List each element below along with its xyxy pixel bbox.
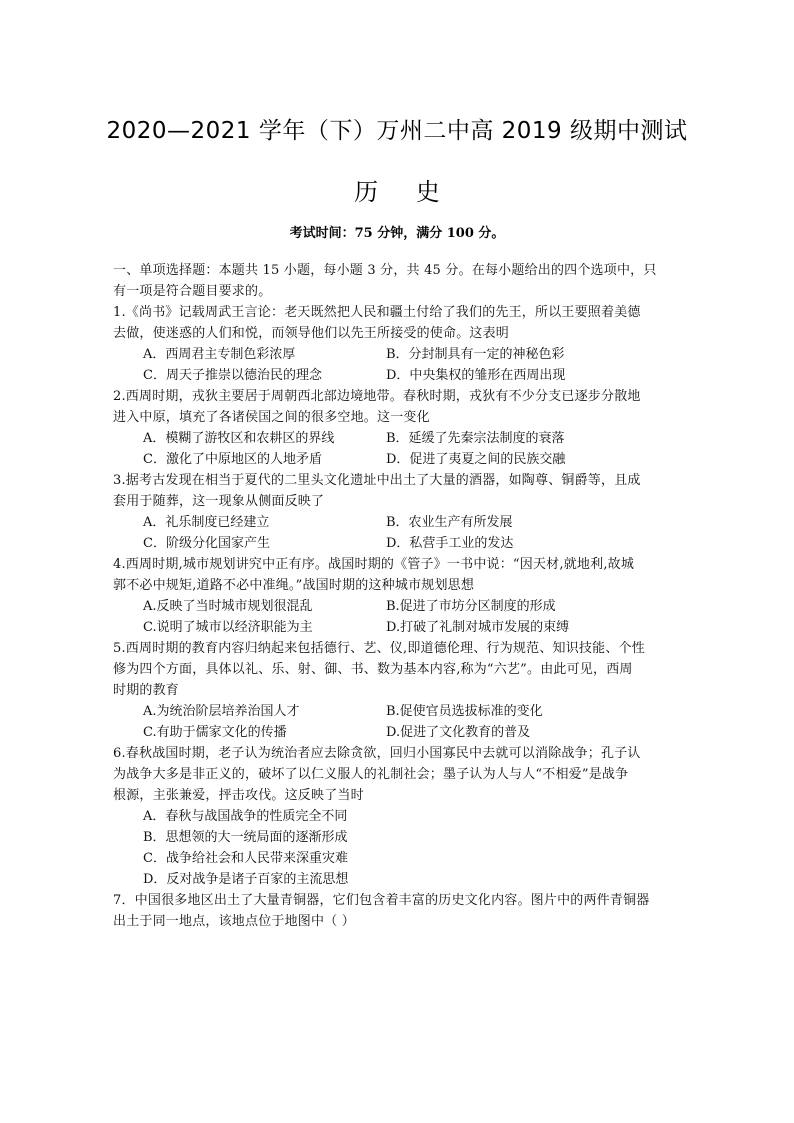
question-stem: 4.西周时期,城市规划讲究中正有序。战国时期的《管子》一书中说：“因天材,就地利,故城 <box>113 557 635 572</box>
option-c: C．阶级分化国家产生 <box>143 536 270 551</box>
option-a: A．西周君主专制色彩浓厚 <box>143 347 296 362</box>
options <box>113 344 688 386</box>
option-d: D.促进了文化教育的普及 <box>386 725 531 740</box>
question-1 <box>113 302 688 386</box>
option-a: A．模糊了游牧区和农耕区的界线 <box>143 431 335 446</box>
option-b: B.促使官员选拔标准的变化 <box>386 704 543 719</box>
exam-title: 2020—2021 学年（下）万州二中高 2019 级期中测试 <box>106 118 688 144</box>
question-4 <box>113 554 688 638</box>
options <box>113 701 688 743</box>
options <box>113 596 688 638</box>
question-2 <box>113 386 688 470</box>
option-b: B．延缓了先秦宗法制度的衰落 <box>386 431 565 446</box>
option-d: D.打破了礼制对城市发展的束缚 <box>386 620 570 635</box>
question-stem: 根源，主张兼爱，抨击攻伐。这反映了当时 <box>113 788 364 803</box>
question-stem: 去做，使迷惑的人们和悦，而领导他们以先王所接受的使命。这表明 <box>113 326 510 341</box>
options <box>113 806 688 890</box>
options <box>113 512 688 554</box>
options <box>113 428 688 470</box>
option-d: D．反对战争是诸子百家的主流思想 <box>143 872 349 887</box>
question-stem: 郭不必中规矩,道路不必中准绳。”战国时期的这种城市规划思想 <box>113 578 475 593</box>
option-b: B.促进了市坊分区制度的形成 <box>386 599 556 614</box>
question-stem: 1.《尚书》记载周武王言论：老天既然把人民和疆土付给了我们的先王，所以王要照着美德 <box>113 305 641 320</box>
option-c: C.有助于儒家文化的传播 <box>143 725 287 740</box>
question-stem: 5.西周时期的教育内容归纳起来包括德行、艺、仪,即道德伦理、行为规范、知识技能、个性 <box>113 641 645 656</box>
option-b: B．农业生产有所发展 <box>386 515 513 530</box>
question-stem: 出土于同一地点，该地点位于地图中（ ） <box>113 914 355 929</box>
question-stem: 为战争大多是非正义的，破坏了以仁义服人的礼制社会；墨子认为人与人“不相爱”是战争 <box>113 767 629 782</box>
option-a: A.为统治阶层培养治国人才 <box>143 704 300 719</box>
option-c: C．激化了中原地区的人地矛盾 <box>143 452 322 467</box>
subject-title: 历 史 <box>354 178 440 206</box>
option-c: C．周天子推崇以德治民的理念 <box>143 368 322 383</box>
option-d: D．促进了夷夏之间的民族交融 <box>386 452 566 467</box>
exam-body <box>113 260 688 932</box>
option-a: A．礼乐制度已经建立 <box>143 515 270 530</box>
question-3 <box>113 470 688 554</box>
question-5 <box>113 638 688 743</box>
option-c: C.说明了城市以经济职能为主 <box>143 620 313 635</box>
question-stem: 6.春秋战国时期，老子认为统治者应去除贪欲，回归小国寡民中去就可以消除战争；孔子认 <box>113 746 641 761</box>
question-stem: 7．中国很多地区出土了大量青铜器，它们包含着丰富的历史文化内容。图片中的两件青铜器 <box>113 893 650 908</box>
question-stem: 套用于随葬，这一现象从侧面反映了 <box>113 494 325 509</box>
option-b: B．分封制具有一定的神秘色彩 <box>386 347 565 362</box>
question-stem: 2.西周时期，戎狄主要居于周朝西北部边境地带。春秋时期，戎狄有不少分支已逐步分散地 <box>113 389 641 404</box>
option-c: C．战争给社会和人民带来深重灾难 <box>143 851 348 866</box>
question-stem: 进入中原，填充了各诸侯国之间的很多空地。这一变化 <box>113 410 430 425</box>
exam-info: 考试时间：75 分钟，满分 100 分。 <box>289 226 505 241</box>
question-stem: 时期的教育 <box>113 683 180 698</box>
section-intro: 有一项是符合题目要求的。 <box>113 284 272 299</box>
question-7 <box>113 890 688 932</box>
question-stem: 3.据考古发现在相当于夏代的二里头文化遗址中出土了大量的酒器，如陶尊、铜爵等，且成 <box>113 473 641 488</box>
question-6 <box>113 743 688 890</box>
option-d: D．私营手工业的发达 <box>386 536 514 551</box>
question-stem: 修为四个方面，具体以礼、乐、射、御、书、数为基本内容,称为“六艺”。由此可见，西周 <box>113 662 633 677</box>
section-intro: 一、单项选择题：本题共 15 小题，每小题 3 分，共 45 分。在每小题给出的四个选项中，只 <box>113 263 657 278</box>
option-d: D．中央集权的雏形在西周出现 <box>386 368 566 383</box>
option-a: A．春秋与战国战争的性质完全不同 <box>143 809 348 824</box>
option-a: A.反映了当时城市规划很混乱 <box>143 599 313 614</box>
option-b: B．思想领的大一统局面的逐渐形成 <box>143 830 348 845</box>
